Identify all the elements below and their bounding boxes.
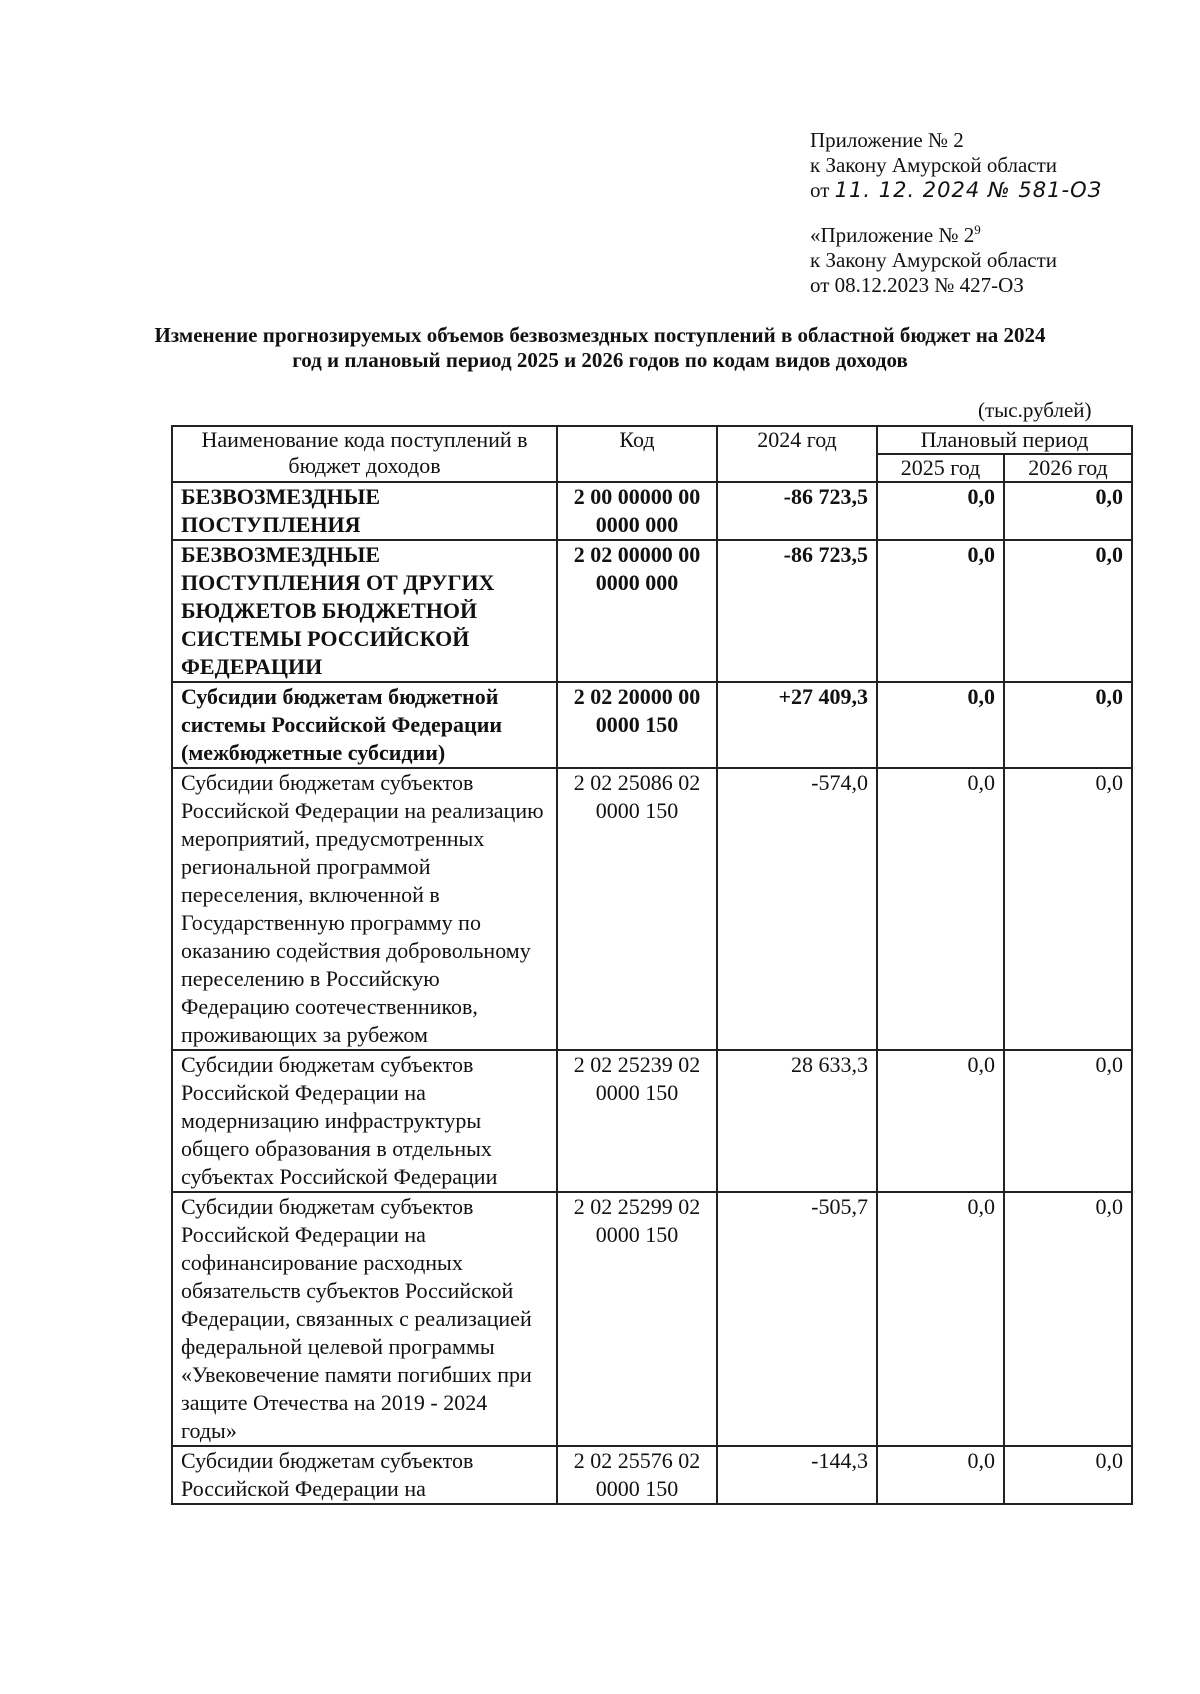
row-name: Субсидии бюджетам субъектов Российской Федерации на модернизацию инфраструктуры общего образования в отдельных субъектах Российской Федерации [172,1050,557,1192]
row-code: 2 02 25239 02 0000 150 [557,1050,717,1192]
row-code: 2 02 25299 02 0000 150 [557,1192,717,1446]
row-2025: 0,0 [877,1446,1004,1504]
header-plan-period: Плановый период [877,426,1132,454]
header-2026: 2026 год [1004,454,1132,482]
row-2024: -505,7 [717,1192,877,1446]
row-2025: 0,0 [877,1192,1004,1446]
annex-current-date-prefix: от [810,178,830,202]
row-name: БЕЗВОЗМЕЗДНЫЕ ПОСТУПЛЕНИЯ [172,482,557,540]
table-row [172,1192,1132,1446]
row-code: 2 02 00000 00 0000 000 [557,540,717,682]
row-name: Субсидии бюджетам бюджетной системы Российской Федерации (межбюджетные субсидии) [172,682,557,768]
row-code: 2 00 00000 00 0000 000 [557,482,717,540]
revenue-table [171,425,1133,1505]
units-label: (тыс.рублей) [978,398,1092,422]
annex-current-line2: к Закону Амурской области [810,153,1058,177]
row-2024: -86 723,5 [717,482,877,540]
annex-current-date-line [810,178,1102,203]
row-2026: 0,0 [1004,540,1132,682]
table-row [172,1446,1132,1504]
row-2026: 0,0 [1004,482,1132,540]
row-2026: 0,0 [1004,682,1132,768]
row-name: Субсидии бюджетам субъектов Российской Федерации на реализацию мероприятий, предусмотренных региональной программой переселения, включенной в Государственную программу по оказанию содействия добровольному переселению в Российскую Федерацию соотечественников, проживающих за рубежом [172,768,557,1050]
header-2025: 2025 год [877,454,1004,482]
annex-original-line1: «Приложение № $2^9$ [810,222,981,247]
handwritten-date-number: 11. 12. 2024 № 581-ОЗ [834,178,1103,202]
row-name: Субсидии бюджетам субъектов Российской Федерации на софинансирование расходных обязательств субъектов Российской Федерации, связанных с реализацией федеральной целевой программы «Увековечение памяти погибших при защите Отечества на 2019 - 2024 годы» [172,1192,557,1446]
table-row [172,540,1132,682]
row-2026: 0,0 [1004,1446,1132,1504]
row-2025: 0,0 [877,682,1004,768]
row-2026: 0,0 [1004,1192,1132,1446]
row-2025: 0,0 [877,540,1004,682]
annex-original-line3: от 08.12.2023 № 427-ОЗ [810,273,1024,297]
annex-original-line2: к Закону Амурской области [810,248,1058,272]
row-2024: -86 723,5 [717,540,877,682]
document-title: Изменение прогнозируемых объемов безвозмездных поступлений в областной бюджет на 2024 год и плановый период 2025 и 2026 годов по кодам видов доходов [154,323,1046,372]
row-2024: +27 409,3 [717,682,877,768]
table-row [172,768,1132,1050]
table-row [172,482,1132,540]
row-code: 2 02 25086 02 0000 150 [557,768,717,1050]
row-2024: -144,3 [717,1446,877,1504]
table-row [172,1050,1132,1192]
header-name: Наименование кода поступлений в бюджет доходов [172,426,557,482]
annex-original-header [810,223,1057,298]
row-2024: -574,0 [717,768,877,1050]
row-code: 2 02 20000 00 0000 150 [557,682,717,768]
table-row [172,682,1132,768]
row-2025: 0,0 [877,482,1004,540]
row-name: Субсидии бюджетам субъектов Российской Федерации на [172,1446,557,1504]
header-code: Код [557,426,717,482]
annex-superscript: 9 [974,222,981,237]
row-name: БЕЗВОЗМЕЗДНЫЕ ПОСТУПЛЕНИЯ ОТ ДРУГИХ БЮДЖЕТОВ БЮДЖЕТНОЙ СИСТЕМЫ РОССИЙСКОЙ ФЕДЕРАЦИИ [172,540,557,682]
header-2024: 2024 год [717,426,877,482]
row-code: 2 02 25576 02 0000 150 [557,1446,717,1504]
row-2026: 0,0 [1004,1050,1132,1192]
row-2024: 28 633,3 [717,1050,877,1192]
annex-current-header [810,128,1102,203]
row-2025: 0,0 [877,768,1004,1050]
row-2025: 0,0 [877,1050,1004,1192]
row-2026: 0,0 [1004,768,1132,1050]
annex-current-line1: Приложение № 2 [810,128,964,152]
